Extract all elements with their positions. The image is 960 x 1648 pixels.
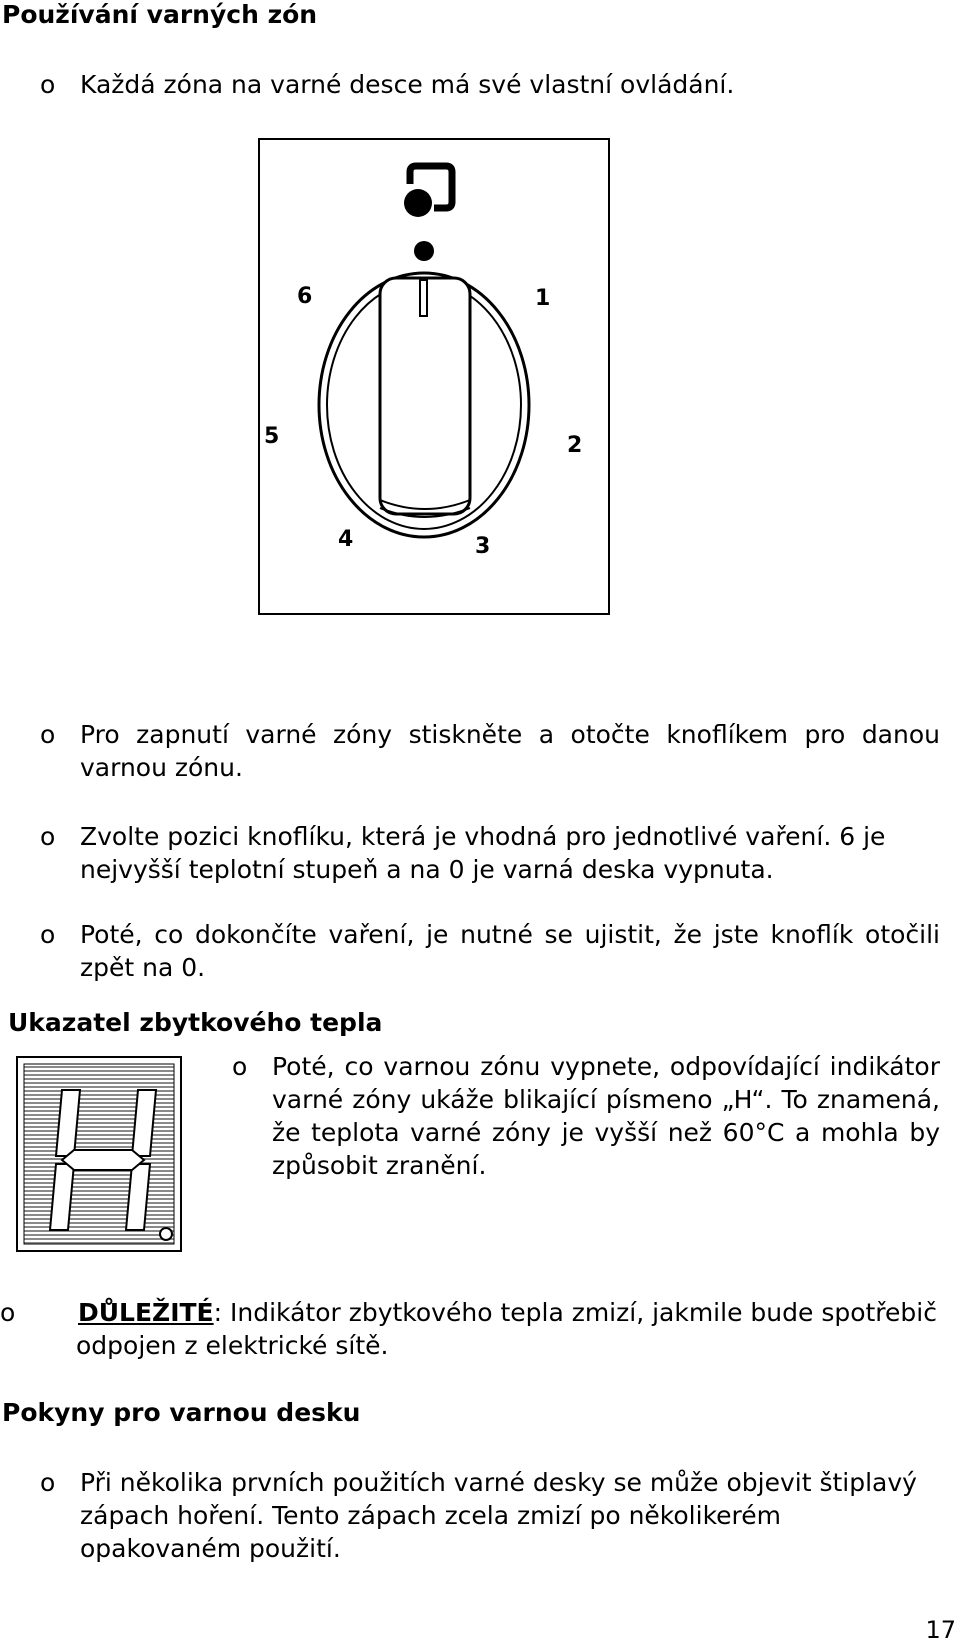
knob-illustration [258, 138, 610, 615]
list-item: Při několika prvních použitích varné desky se může objevit štiplavý zápach hoření. Tento zápach zcela zmizí po několikerém opakovaném použití. [80, 1468, 917, 1563]
position-3: 3 [475, 534, 491, 559]
list-item: Zvolte pozici knoflíku, která je vhodná pro jednotlivé vaření. 6 je nejvyšší teplotní stupeň a na 0 je varná deska vypnuta. [80, 822, 886, 884]
zero-position-dot-icon [414, 241, 434, 261]
important-text: : Indikátor zbytkového tepla zmizí, jakmile bude spotřebič odpojen z elektrické sítě. [76, 1298, 937, 1360]
section-title-residual-heat: Ukazatel zbytkového tepla [8, 1008, 383, 1037]
knob-indicator [420, 280, 427, 316]
position-4: 4 [338, 527, 354, 552]
list-item: Poté, co dokončíte vaření, je nutné se ujistit, že jste knoflík otočili zpět na 0. [80, 920, 940, 982]
bullet: o [232, 1052, 248, 1081]
section-title-hob-instructions: Pokyny pro varnou desku [2, 1398, 361, 1427]
page-number: 17 [925, 1616, 956, 1644]
position-5: 5 [264, 424, 280, 449]
seven-segment-h-display [18, 1058, 180, 1250]
bullet: o [40, 920, 56, 949]
section-title-zones: Používání varných zón [2, 0, 318, 29]
bullet: o [40, 1468, 56, 1497]
decimal-point-icon [160, 1228, 172, 1240]
residual-heat-indicator-illustration [16, 1056, 182, 1252]
intro-text: Každá zóna na varné desce má své vlastní ovládání. [80, 70, 735, 99]
bullet: o [40, 720, 56, 749]
list-item: Poté, co varnou zónu vypnete, odpovídající indikátor varné zóny ukáže blikající písmeno „H“. To znamená, že teplota varné zóny je vyšší než 60°C a mohla by způsobit zranění. [272, 1052, 940, 1180]
important-note: o DŮLEŽITÉ: Indikátor zbytkového tepla zmizí, jakmile bude spotřebič odpojen z elektrické sítě. [0, 1298, 937, 1360]
position-2: 2 [567, 433, 583, 458]
bullet: o [40, 70, 56, 99]
important-label: DŮLEŽITÉ [78, 1298, 214, 1327]
position-1: 1 [535, 286, 551, 311]
position-6: 6 [297, 284, 313, 309]
control-knob-diagram [260, 140, 608, 613]
zone-dot-icon [404, 189, 432, 217]
list-item: Pro zapnutí varné zóny stiskněte a otočte knoflíkem pro danou varnou zónu. [80, 720, 940, 782]
bullet: o [40, 822, 56, 851]
